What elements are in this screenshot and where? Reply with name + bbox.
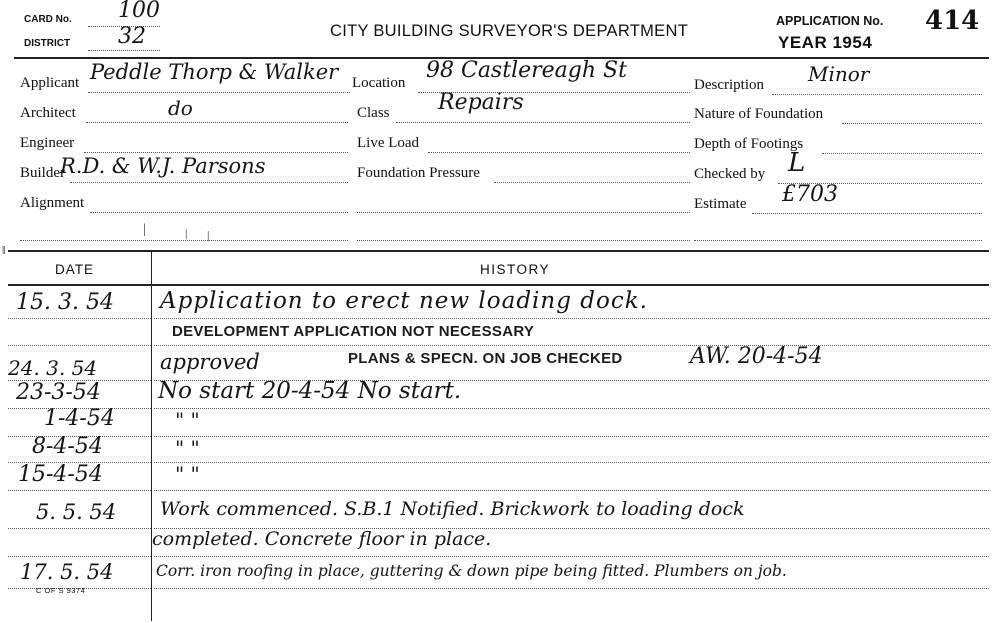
- history-row-text: " ": [175, 408, 200, 432]
- nature-of-foundation-line: [842, 123, 982, 124]
- alignment-line: [90, 212, 348, 213]
- card-no-label: CARD No.: [24, 14, 72, 25]
- history-header: HISTORY: [480, 262, 551, 277]
- history-row-date: 1-4-54: [44, 406, 115, 431]
- alignment-label: Alignment: [20, 195, 85, 211]
- tick-mark-c: |: [207, 228, 210, 242]
- checked-by-value: L: [788, 148, 806, 178]
- district-line: [88, 50, 160, 51]
- history-row-text: " ": [175, 462, 200, 486]
- history-row-text: Work commenced. S.B.1 Notified. Brickwork to loading dock: [160, 498, 745, 520]
- class-label: Class: [357, 105, 390, 121]
- history-row-date: 17. 5. 54: [20, 560, 114, 584]
- history-row-text: No start 20-4-54 No start.: [158, 378, 462, 404]
- date-row-rule: [8, 528, 151, 529]
- form-code: C OF S 9374: [36, 586, 86, 595]
- checked-by-label: Checked by: [694, 166, 766, 182]
- date-row-rule: [8, 318, 151, 319]
- history-top-rule: [8, 250, 989, 252]
- plans-checked-stamp: PLANS & SPECN. ON JOB CHECKED: [348, 350, 623, 367]
- history-row-text: approved: [160, 350, 260, 374]
- application-no-value: 414: [925, 6, 980, 36]
- history-row-date: 23-3-54: [16, 380, 101, 405]
- builder-line: [70, 182, 348, 183]
- department-title: CITY BUILDING SURVEYOR'S DEPARTMENT: [330, 22, 689, 40]
- depth-of-footings-line: [822, 153, 982, 154]
- class-line: [396, 122, 690, 123]
- history-row-text: Corr. iron roofing in place, guttering & down pipe being fitted. Plumbers on job.: [156, 562, 787, 580]
- date-row-rule: [8, 556, 151, 557]
- description-line: [772, 94, 982, 95]
- live-load-line: [428, 152, 690, 153]
- depth-of-footings-label: Depth of Footings: [694, 136, 804, 152]
- class-value: Repairs: [438, 90, 524, 115]
- architect-value: do: [168, 96, 193, 120]
- extra-line-2: [357, 212, 690, 213]
- architect-line: [86, 122, 348, 123]
- location-label: Location: [352, 75, 406, 91]
- district-label: DISTRICT: [24, 38, 71, 49]
- live-load-label: Live Load: [357, 135, 420, 151]
- estimate-label: Estimate: [694, 196, 747, 212]
- history-row-rule: [154, 318, 989, 319]
- applicant-label: Applicant: [20, 75, 80, 91]
- history-row-rule: [154, 408, 989, 409]
- estimate-line: [752, 213, 982, 214]
- history-row-text: " ": [175, 436, 200, 460]
- nature-of-foundation-label: Nature of Foundation: [694, 106, 824, 122]
- history-row-rule: [154, 462, 989, 463]
- history-header-rule: [8, 284, 989, 286]
- date-header: DATE: [55, 262, 95, 277]
- history-row-date: 8-4-54: [32, 434, 103, 459]
- development-stamp: DEVELOPMENT APPLICATION NOT NECESSARY: [172, 323, 535, 340]
- foundation-pressure-label: Foundation Pressure: [357, 165, 480, 181]
- application-no-label: APPLICATION No.: [776, 14, 884, 28]
- history-row-rule: [154, 556, 989, 557]
- date-row-rule: [8, 490, 151, 491]
- card-no-value: 100: [118, 0, 160, 23]
- history-row-rule: [154, 345, 989, 346]
- engineer-label: Engineer: [20, 135, 75, 151]
- tick-mark-a: |: [143, 222, 146, 237]
- builder-label: Builder: [20, 165, 65, 181]
- extra-line-4: [694, 240, 982, 241]
- foundation-pressure-line: [494, 182, 690, 183]
- date-column-divider: [151, 251, 152, 621]
- extra-line-3: [357, 240, 690, 241]
- description-value: Minor: [808, 62, 870, 86]
- plans-checked-initial: AW. 20-4-54: [690, 344, 823, 369]
- architect-label: Architect: [20, 105, 76, 121]
- applicant-value: Peddle Thorp & Walker: [90, 60, 339, 84]
- margin-mark: ‖: [2, 243, 6, 257]
- history-row-rule: [154, 490, 989, 491]
- history-row-date: 24. 3. 54: [8, 356, 98, 380]
- estimate-value: £703: [782, 182, 838, 207]
- applicant-line: [88, 92, 350, 93]
- history-row-text: completed. Concrete floor in place.: [152, 528, 492, 550]
- builder-value: R.D. & W.J. Parsons: [60, 154, 266, 178]
- date-row-rule: [8, 345, 151, 346]
- history-row-date: 15-4-54: [18, 462, 103, 487]
- tick-mark-b: |: [185, 226, 188, 240]
- extra-line-1: [20, 240, 348, 241]
- year: YEAR 1954: [778, 33, 873, 52]
- history-row-date: 15. 3. 54: [16, 290, 114, 315]
- history-row-text: Application to erect new loading dock.: [160, 288, 648, 314]
- district-value: 32: [118, 24, 146, 49]
- history-row-date: 5. 5. 54: [36, 500, 117, 524]
- history-row-rule: [154, 588, 989, 589]
- location-value: 98 Castlereagh St: [426, 58, 627, 83]
- history-row-rule: [154, 436, 989, 437]
- engineer-line: [84, 152, 348, 153]
- description-label: Description: [694, 77, 764, 93]
